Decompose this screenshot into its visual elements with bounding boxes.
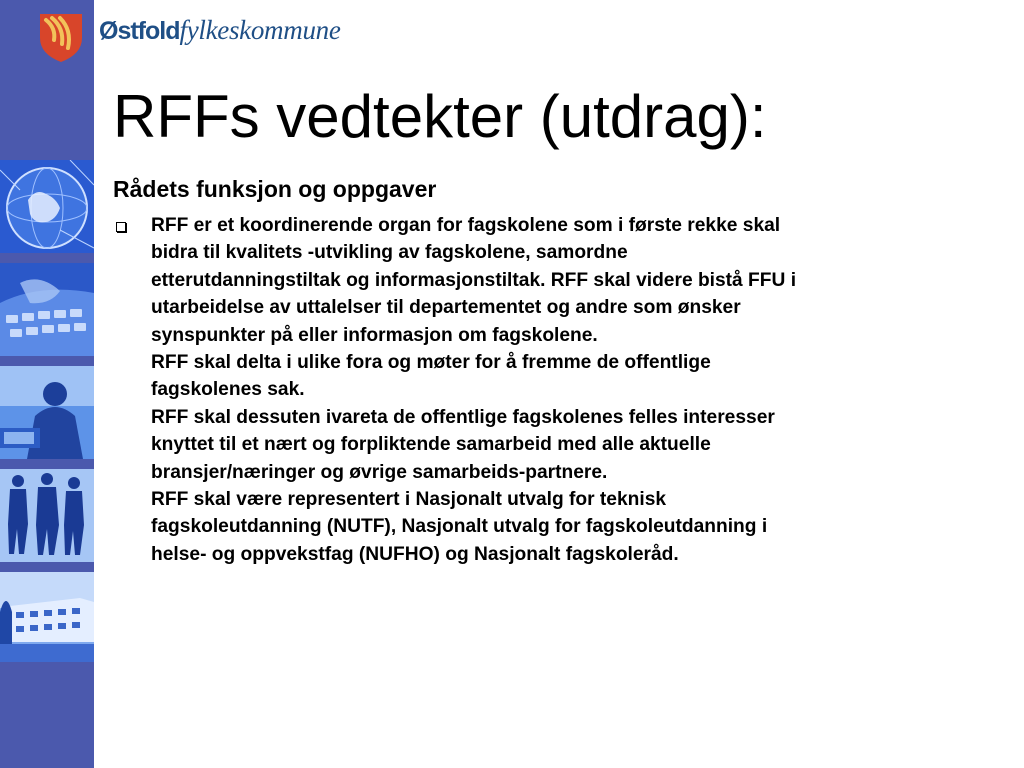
text-line: synspunkter på eller informasjon om fagskolene. <box>151 324 598 346</box>
text-line: fagskoleutdanning (NUTF), Nasjonalt utvalg for fagskoleutdanning i <box>151 516 768 538</box>
logo-text-bold: Østfold <box>99 17 180 45</box>
county-shield-icon <box>38 12 84 64</box>
globe-photo-graphic <box>0 160 94 253</box>
globe-photo <box>0 160 94 253</box>
text-line: etterutdanningstiltak og informasjonstiltak. RFF skal videre bistå FFU i <box>151 269 797 291</box>
text-line: RFF skal være representert i Nasjonalt utvalg for teknisk <box>151 489 667 511</box>
text-line: utarbeidelse av uttalelser til departementet og andre som ønsker <box>151 297 741 319</box>
building-photo <box>0 572 94 662</box>
bullet-text <box>151 212 951 568</box>
hollow-square-bullet-icon <box>116 222 126 232</box>
keyboard-photo <box>0 263 94 356</box>
text-line: fagskolenes sak. <box>151 379 305 401</box>
slide-subheading: Rådets funksjon og oppgaver <box>113 176 437 202</box>
text-line: RFF er et koordinerende organ for fagskolene som i første rekke skal <box>151 215 781 236</box>
woman-at-computer-photo <box>0 366 94 459</box>
woman-at-computer-photo-graphic <box>0 366 94 459</box>
business-people-walking-photo-graphic <box>0 469 94 562</box>
building-photo-graphic <box>0 572 94 662</box>
paragraph-3 <box>151 404 951 486</box>
paragraph-2 <box>151 349 951 404</box>
text-line: RFF skal delta i ulike fora og møter for å fremme de offentlige <box>151 352 711 374</box>
text-line: knyttet til et nært og forpliktende samarbeid med alle aktuelle <box>151 434 711 456</box>
paragraph-4 <box>151 486 951 568</box>
keyboard-photo-graphic <box>0 263 94 356</box>
text-line: RFF skal dessuten ivareta de offentlige fagskolenes felles interesser <box>151 406 775 428</box>
text-line: bidra til kvalitets -utvikling av fagskolene, samordne <box>151 242 628 264</box>
county-logo-text <box>99 15 341 46</box>
logo-text-italic: fylkeskommune <box>179 15 341 45</box>
business-people-walking-photo <box>0 469 94 562</box>
paragraph-1 <box>151 212 951 349</box>
slide-title: RFFs vedtekter (utdrag): <box>113 83 767 150</box>
text-line: helse- og oppvekstfag (NUFHO) og Nasjonalt fagskoleråd. <box>151 543 679 565</box>
text-line: bransjer/næringer og øvrige samarbeids-partnere. <box>151 461 608 483</box>
